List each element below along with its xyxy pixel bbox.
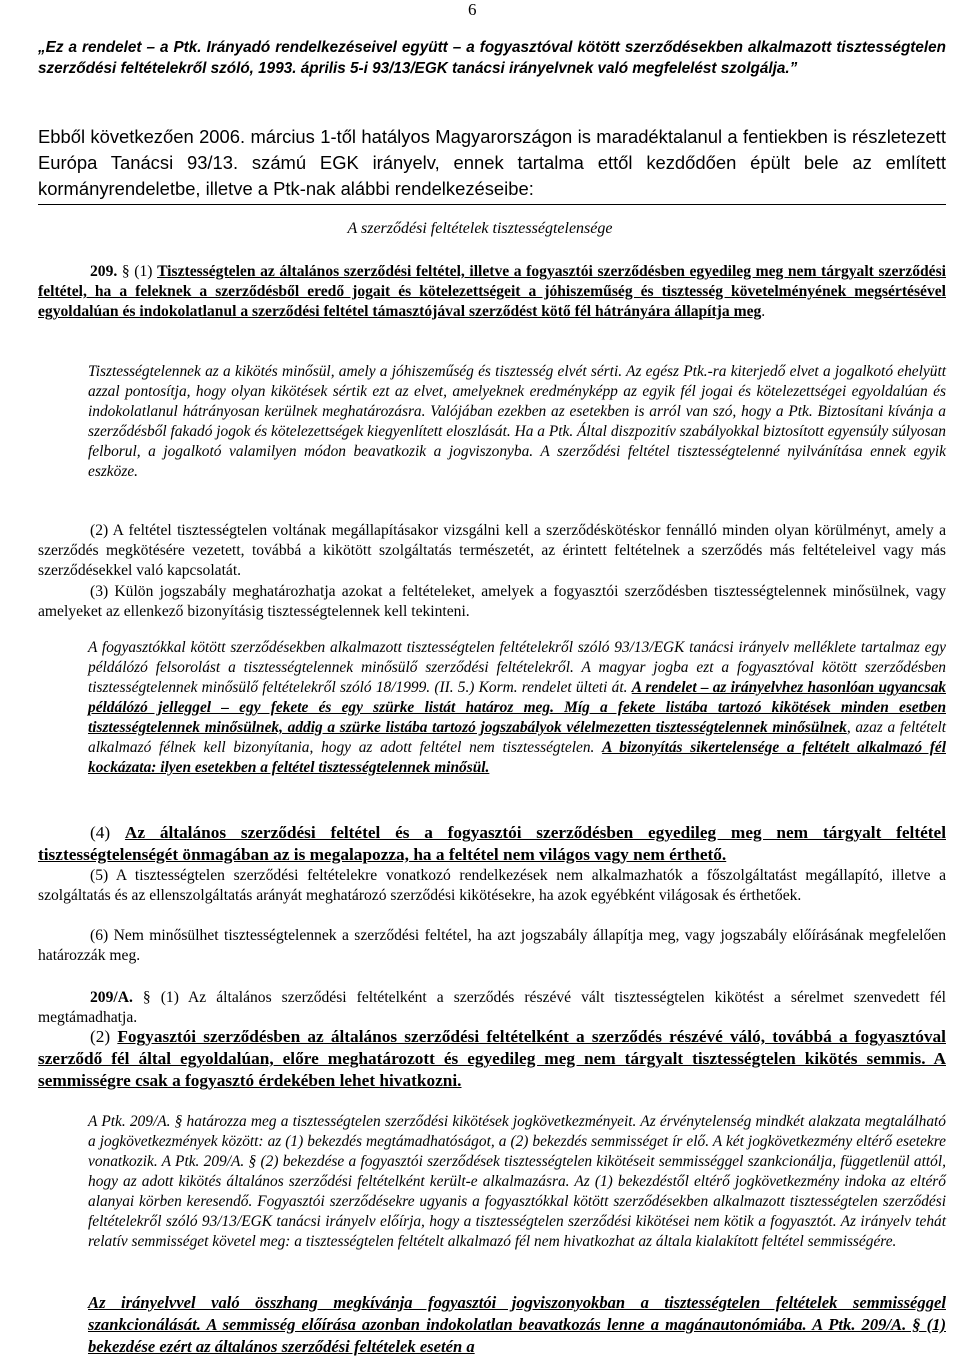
s209-paragraph-6 xyxy=(38,926,946,966)
s209-p3-text: (3) Külön jogszabály meghatározhatja azokat a feltételeket, amelyek a fogyasztói szerződésben tisztességtelennek minősülnek, vagy amelyeket az ellenkező bizonyításig tisztességtelennek kell tekinteni. xyxy=(38,583,946,620)
intro-quote: „Ez a rendelet – a Ptk. Irányadó rendelkezéseivel együtt – a fogyasztóval kötött szerződésekben alkalmazott tisztességtelen szerződési feltételekről szóló, 1993. április 5-i 93/13/EGK tanácsi irányelvnek való megfelelést szolgálja.” xyxy=(38,39,946,77)
s209-sign: § xyxy=(121,263,130,280)
s209a-paragraph-1 xyxy=(38,988,946,1028)
page-number: 6 xyxy=(468,0,477,19)
s209a-paragraph-2 xyxy=(38,1026,946,1092)
s209-p1-end: . xyxy=(761,303,766,320)
s209-p6-text: (6) Nem minősülhet tisztességtelennek a szerződési feltétel, ha azt jogszabály állapítja meg, vagy jogszabály előírásának megfelelően határozzák meg. xyxy=(38,927,946,964)
s209a-p2-label: (2) xyxy=(90,1027,111,1046)
s209-p4-text: Az általános szerződési feltétel és a fogyasztói szerződésben egyedileg meg nem tárgyalt feltétel tisztességtelenségét önmagában az is megalapozza, ha a feltétel nem világos vagy nem érthető. xyxy=(38,823,946,864)
s209-p2-text: (2) A feltétel tisztességtelen voltának megállapításakor vizsgálni kell a szerződéskötéskor fennálló minden olyan körülményt, amely a szerződés megkötésére vezetett, továbbá a kikötött szolgáltatás természetét, az érintett feltételnek a szerződés más feltételeivel vagy más szerződésekkel való kapcsolatát. xyxy=(38,522,946,579)
commentary-4: Az irányelvvel való összhang megkívánja fogyasztói jogviszonyokban a tisztességtelen feltételek semmisséggel szankcionálását. A semmisség előírása azonban indokolatlan beavatkozás lenne a magánautonómiába. A Ptk. 209/A. § (1) bekezdése ezért az általános szerződési feltételek esetén a xyxy=(88,1293,946,1356)
s209-paragraph-1 xyxy=(38,262,946,322)
commentary-2-part-d: A bizonyítás sikertelensége a feltételt alkalmazó fél kockázata: ilyen esetekben a feltétel tisztességtelennek minősül. xyxy=(88,739,946,776)
commentary-2-part-a: A fogyasztókkal kötött szerződésekben alkalmazott tisztességtelen feltételekről szóló 93/13/EGK tanácsi irányelv melléklete tartalmaz egy példálózó felsorolást a tisztességtelennek minősülő szerződési feltételekről. A magyar jogba ezt a fogyasztóval kötött szerződésben tisztességtelennek minősülő feltételekről szóló 18/1999. (II. 5.) Korm. rendelet ülteti át. xyxy=(88,639,946,696)
s209-p5-text: (5) A tisztességtelen szerződési feltételekre vonatkozó rendelkezések nem alkalmazhatók a főszolgáltatást megállapító, illetve a szolgáltatás és az ellenszolgáltatás arányát meghatározó szerződési kikötésekre, ha azok egyébként világosak és érthetőek. xyxy=(38,867,946,904)
s209-paragraph-5 xyxy=(38,866,946,906)
commentary-1: Tisztességtelennek az a kikötés minősül, amely a jóhiszeműség és tisztesség elvét sérti. Az egész Ptk.-ra kiterjedő elvet a jogalkotó ehelyütt azzal pontosítja, hogy olyan kikötések sértik ezt az elvet, amelyeknek eredményképp az egyik fél jogai és kötelezettségei egyoldalúan és indokolatlanul hátrányosan kerülnek meghatározásra. Valójában ezekben az esetekben is arról van szó, hogy a Ptk. Biztosítani kívánja a szerződésből fakadó jogok és kötelezettségek kiegyenlített eloszlását. Ha a Ptk. Által diszpozitív szabályokkal biztosított egyensúly súlyosan felborul, a jogalkotó valamilyen módon beavatkozik a jogviszonyba. A szerződési feltétel tisztességtelenné nyilvánítása ennek egyik eszköze. xyxy=(88,363,946,480)
s209a-p2-text: Fogyasztói szerződésben az általános szerződési feltételként a szerződés részévé váló, továbbá a fogyasztóval szerződő fél által egyoldalúan, előre meghatározott és egyedileg meg nem tárgyalt tisztességtelen kikötés semmis. A semmisségre csak a fogyasztó érdekében lehet hivatkozni. xyxy=(38,1027,946,1090)
since-2006-paragraph: Ebből következően 2006. március 1-től hatályos Magyarországon is maradéktalanul a fentiekben is részletezett Európa Tanácsi 93/13. számú EGK irányelv, ennek tartalma ettől kezdődően épült bele az említett kormányrendeletbe, illetve a Ptk-nak alábbi rendelkezéseibe: xyxy=(38,126,946,199)
s209-p1-label: (1) xyxy=(134,263,153,280)
commentary-2-part-c: , azaz a feltételt alkalmazó félnek kell bizonyítania, hogy az adott feltétel nem tisztességtelen. xyxy=(88,719,947,756)
s209-p1-text: Tisztességtelen az általános szerződési feltétel, illetve a fogyasztói szerződésben egyedileg meg nem tárgyalt szerződési feltétel, ha a feleknek a szerződésből eredő jogait és kötelezettségeit a jóhiszeműség és tisztesség követelményének megsértésével egyoldalúan és indokolatlanul a szerződési feltétel támasztójával szerződést kötő fél hátrányára állapítja meg xyxy=(38,263,946,320)
s209a-p1-text: § (1) Az általános szerződési feltételként a szerződés részévé vált tisztességtelen kikötést a sérelmet szenvedett fél megtámadhatja. xyxy=(38,989,946,1026)
commentary-2 xyxy=(88,638,946,778)
s209-number: 209. xyxy=(90,263,118,280)
section-heading: A szerződési feltételek tisztességtelensége xyxy=(347,220,613,237)
divider-line xyxy=(38,204,946,205)
s209-paragraph-2 xyxy=(38,521,946,581)
s209-paragraph-4 xyxy=(38,822,946,866)
s209-paragraph-3 xyxy=(38,582,946,622)
s209a-number: 209/A. xyxy=(90,989,133,1006)
s209-p4-label: (4) xyxy=(90,823,111,842)
commentary-3: A Ptk. 209/A. § határozza meg a tisztességtelen szerződési kikötések jogkövetkezményeit. Az érvénytelenség mindkét alakzata megtalálható a jogkövetkezmények között: az (1) bekezdés megtámadhatóságot, a (2) bekezdés semmisséget ír elő. A két jogkövetkezmény eltérő esetekre vonatkozik. A Ptk. 209/A. § (2) bekezdése a fogyasztói szerződések tisztességtelen kikötéseit semmisséggel szankcionálja, függetlenül attól, hogy az adott kikötés általános szerződési feltételként került-e alkalmazásra. Az (1) bekezdéstől eltérő jogkövetkezmény indoka az eltérő alanyai körben keresendő. Fogyasztói szerződésekre ugyanis a fogyasztókkal kötött szerződésekben alkalmazott tisztességtelen szerződési feltételekről szóló 93/13/EGK tanácsi irányelv előírja, hogy a tisztességtelen szerződési kikötései nem kötik a fogyasztót. Az irányelv tehát relatív semmisséget követel meg: a tisztességtelen feltételt alkalmazó fél nem hivatkozhat az általa kialakított feltétel semmisségére. xyxy=(88,1113,946,1250)
commentary-2-part-b: A rendelet – az irányelvhez hasonlóan ugyancsak példálózó jelleggel – egy fekete és egy szürke listát határoz meg. Míg a fekete listába tartozó kikötések minden esetben tisztességtelennek minősülnek, addig a szürke listába tartozó jogszabályok vélelmezetten tisztességtelennek minősülnek xyxy=(88,679,946,736)
